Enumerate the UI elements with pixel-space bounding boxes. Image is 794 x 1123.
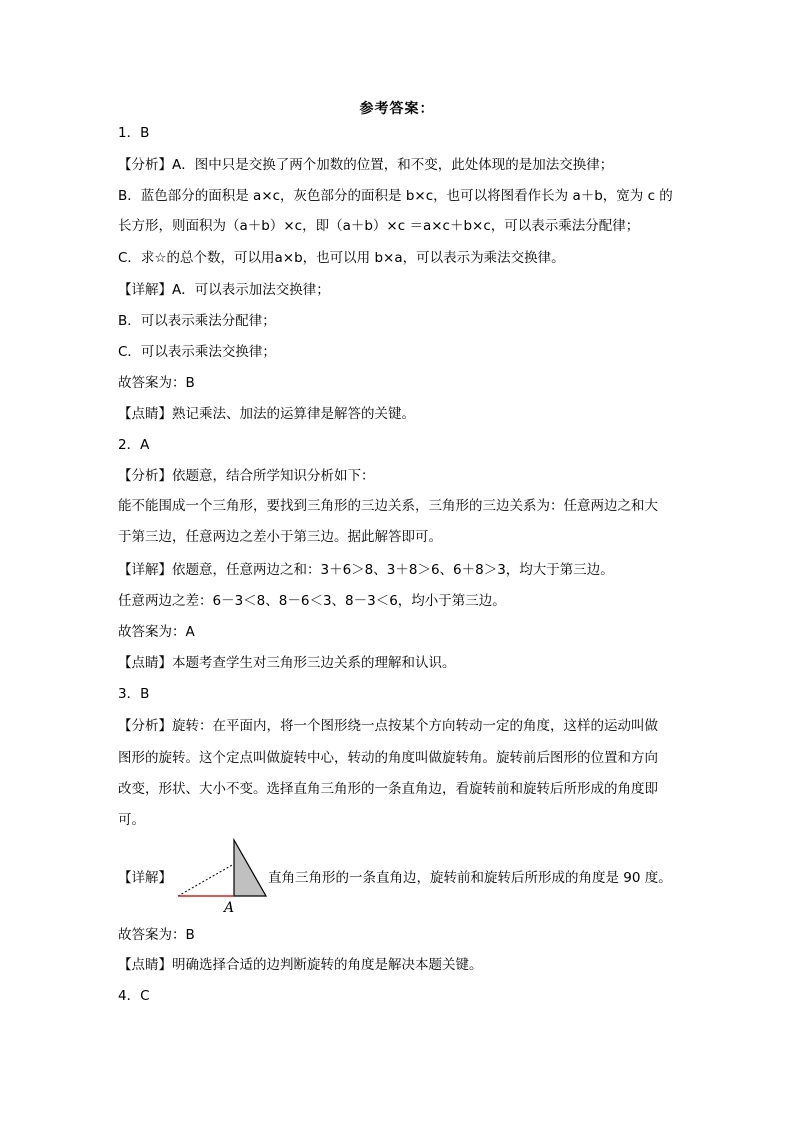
rotation-figure-row — [118, 836, 688, 916]
gray-triangle — [234, 840, 266, 896]
text-line: 能不能围成一个三角形，要找到三角形的三边关系，三角形的三边关系为：任意两边之和大 — [118, 498, 658, 514]
point-a-label: A — [224, 900, 235, 916]
text-line: 改变，形状、大小不变。选择直角三角形的一条直角边，看旋转前和旋转后所形成的角度即 — [118, 781, 658, 797]
text-line: 4．C — [118, 988, 150, 1004]
text-line: 【详解】A．可以表示加法交换律； — [118, 282, 330, 298]
text-line: 【分析】依题意，结合所学知识分析如下： — [118, 468, 375, 484]
text-line: 【点睛】熟记乘法、加法的运算律是解答的关键。 — [118, 406, 415, 422]
text-line: 【分析】旋转：在平面内，将一个图形绕一点按某个方向转动一定的角度，这样的运动叫做 — [118, 718, 658, 734]
text-line: 【分析】A．图中只是交换了两个加数的位置，和不变，此处体现的是加法交换律； — [118, 157, 614, 173]
text-line: 故答案为：B — [118, 927, 195, 943]
page-title: 参考答案： — [359, 101, 435, 117]
text-line: B．可以表示乘法分配律； — [118, 313, 276, 329]
text-line: 1．B — [118, 125, 150, 141]
text-line: B．蓝色部分的面积是 a×c，灰色部分的面积是 b×c，也可以将图看作长为 a＋b，宽为 c 的 — [118, 188, 673, 204]
text-line: 长方形，则面积为（a＋b）×c，即（a＋b）×c ＝a×c＋b×c，可以表示乘法分配律； — [118, 218, 640, 234]
text-line: 2．A — [118, 437, 150, 453]
text-line: 故答案为：A — [118, 624, 195, 640]
text-line: 可。 — [118, 812, 145, 828]
text-line: 任意两边之差：6－3＜8、8－6＜3、8－3＜6，均小于第三边。 — [118, 593, 506, 609]
text-line: 3．B — [118, 686, 150, 702]
text-line: 【点睛】明确选择合适的边判断旋转的角度是解决本题关键。 — [118, 957, 483, 973]
dotted-line — [178, 864, 234, 896]
text-line: C．求☆的总个数，可以用a×b，也可以用 b×a，可以表示为乘法交换律。 — [118, 250, 565, 266]
text-line: 图形的旋转。这个定点叫做旋转中心，转动的角度叫做旋转角。旋转前后图形的位置和方向 — [118, 750, 658, 766]
detail-label: 【详解】 — [118, 870, 172, 886]
text-line: 【点睛】本题考查学生对三角形三边关系的理解和认识。 — [118, 655, 456, 671]
text-line: C．可以表示乘法交换律； — [118, 344, 276, 360]
rotated-triangle-diagram — [176, 836, 268, 916]
text-line: 故答案为：B — [118, 375, 195, 391]
text-line: 【详解】依题意，任意两边之和：3＋6＞8、3＋8＞6、6＋8＞3，均大于第三边。 — [118, 562, 614, 578]
text-line: 于第三边，任意两边之差小于第三边。据此解答即可。 — [118, 529, 442, 545]
detail-text: 直角三角形的一条直角边，旋转前和旋转后所形成的角度是 90 度。 — [268, 870, 672, 886]
